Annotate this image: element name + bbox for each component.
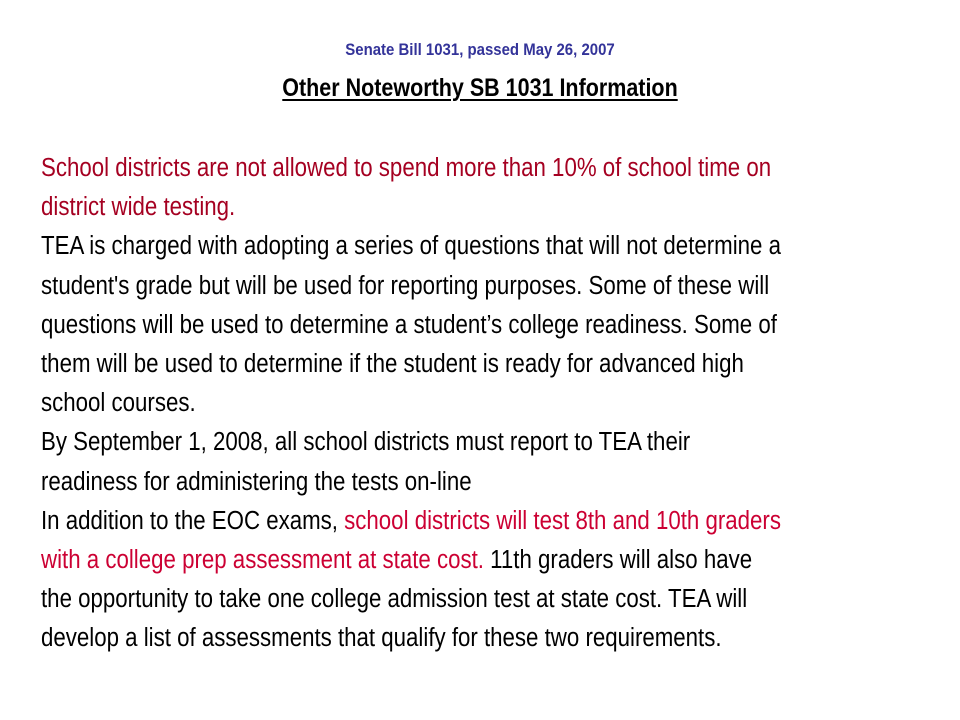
text-line: them will be used to determine if the student is ready for advanced high — [41, 350, 744, 379]
highlighted-text: with a college prep assessment at state cost. — [41, 546, 484, 575]
text-line: By September 1, 2008, all school districts must report to TEA their — [41, 428, 691, 457]
text-line: questions will be used to determine a student’s college readiness. Some of — [41, 310, 777, 339]
slide-title: Other Noteworthy SB 1031 Information — [282, 74, 678, 102]
slide-subtitle: Senate Bill 1031, passed May 26, 2007 — [345, 40, 615, 59]
text-line: school courses. — [41, 389, 196, 418]
text-line: develop a list of assessments that qualify for these two requirements. — [41, 624, 722, 653]
text-line: the opportunity to take one college admission test at state cost. TEA will — [41, 585, 748, 614]
text-line: In addition to the EOC exams, — [41, 506, 345, 535]
paragraph-tea-questions — [41, 227, 923, 423]
text-line: readiness for administering the tests on-line — [41, 467, 472, 496]
text-line: 11th graders will also have — [483, 546, 753, 575]
paragraph-testing-time-limit — [41, 149, 923, 227]
text-line: student's grade but will be used for reporting purposes. Some of these will — [41, 271, 770, 300]
slide-body — [41, 149, 923, 659]
text-line: district wide testing. — [41, 193, 236, 222]
paragraph-college-prep-assessment — [41, 502, 923, 659]
text-line: TEA is charged with adopting a series of questions that will not determine a — [41, 232, 781, 261]
highlighted-text: school districts will test 8th and 10th graders — [344, 506, 781, 535]
paragraph-online-readiness — [41, 423, 923, 501]
text-line: School districts are not allowed to spend more than 10% of school time on — [41, 154, 772, 182]
